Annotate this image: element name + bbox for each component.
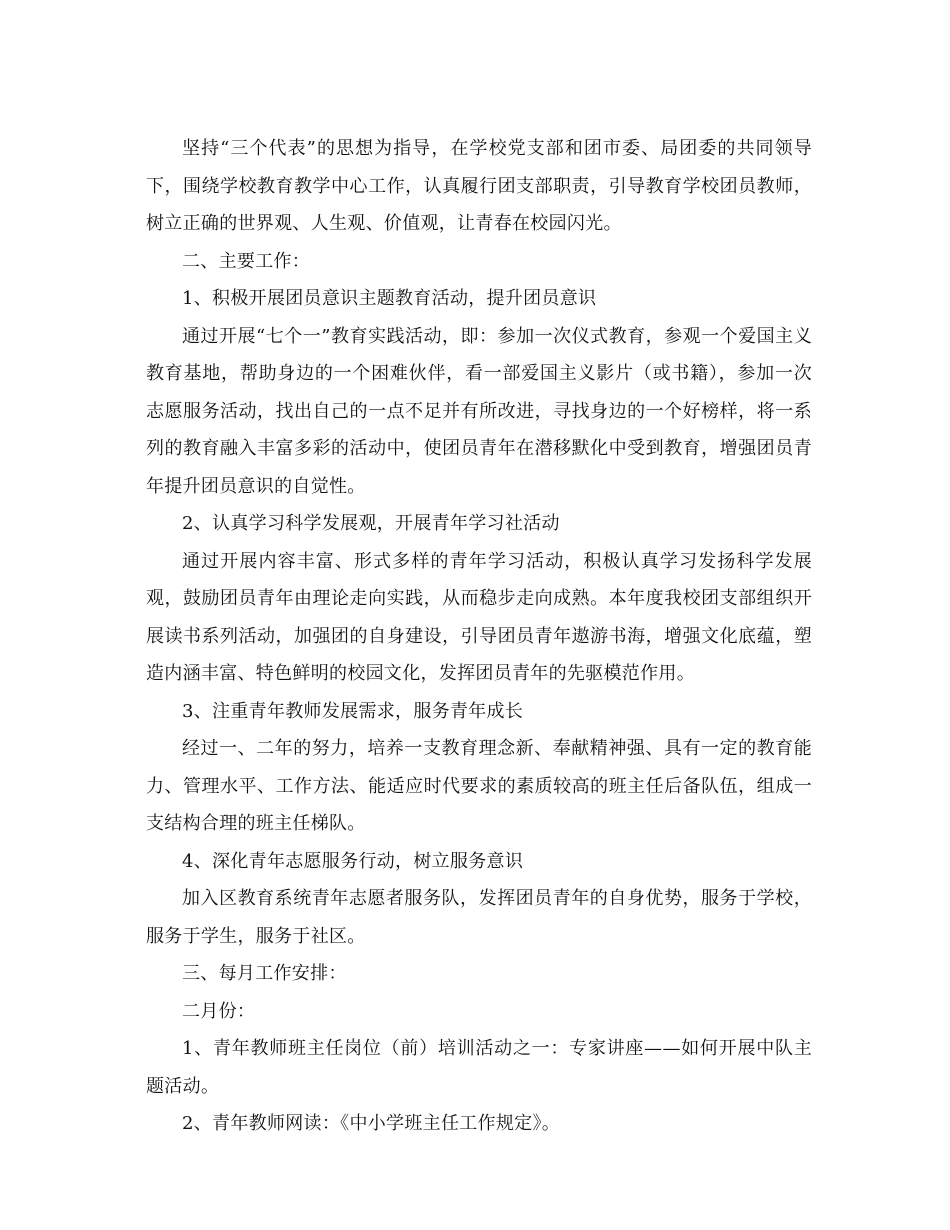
heading-february: 二月份：	[182, 1000, 256, 1022]
subheading-item-3: 3、注重青年教师发展需求，服务青年成长	[182, 700, 524, 722]
paragraph-item-2: 通过开展内容丰富、形式多样的青年学习活动，积极认真学习发扬科学发展观，鼓励团员青年由理论走向实践，从而稳步走向成熟。本年度我校团支部组织开展读书系列活动，加强团的自身建设，引导团员青年遨游书海，增强文化底蕴，塑造内涵丰富、特色鲜明的校园文化，发挥团员青年的先驱模范作用。	[146, 550, 812, 684]
subheading-item-1: 1、积极开展团员意识主题教育活动，提升团员意识	[182, 288, 597, 309]
paragraph-item-4: 加入区教育系统青年志愿者服务队，发挥团员青年的自身优势，服务于学校，服务于学生，服务于社区。	[146, 888, 812, 947]
heading-main-work: 二、主要工作：	[182, 250, 311, 272]
subheading-item-4: 4、深化青年志愿服务行动，树立服务意识	[182, 850, 524, 872]
paragraph-february-item-2: 2、青年教师网读：《中小学班主任工作规定》。	[182, 1113, 561, 1134]
paragraph-february-item-1: 1、青年教师班主任岗位（前）培训活动之一：专家讲座——如何开展中队主题活动。	[146, 1038, 812, 1097]
paragraph-item-1: 通过开展“七个一”教育实践活动，即：参加一次仪式教育，参观一个爱国主义教育基地，帮助身边的一个困难伙伴，看一部爱国主义影片（或书籍），参加一次志愿服务活动，找出自己的一点不足并有所改进，寻找身边的一个好榜样，将一系列的教育融入丰富多彩的活动中，使团员青年在潜移默化中受到教育，增强团员青年提升团员意识的自觉性。	[146, 325, 812, 497]
subheading-item-2: 2、认真学习科学发展观，开展青年学习社活动	[182, 513, 560, 534]
document-body	[146, 130, 812, 1143]
paragraph-guiding-ideology: 坚持“三个代表”的思想为指导，在学校党支部和团市委、局团委的共同领导下，围绕学校教育教学中心工作，认真履行团支部职责，引导教育学校团员教师，树立正确的世界观、人生观、价值观，让青春在校园闪光。	[146, 138, 812, 234]
paragraph-item-3: 经过一、二年的努力，培养一支教育理念新、奉献精神强、具有一定的教育能力、管理水平、工作方法、能适应时代要求的素质较高的班主任后备队伍，组成一支结构合理的班主任梯队。	[146, 738, 812, 834]
heading-monthly-schedule: 三、每月工作安排：	[182, 963, 347, 984]
